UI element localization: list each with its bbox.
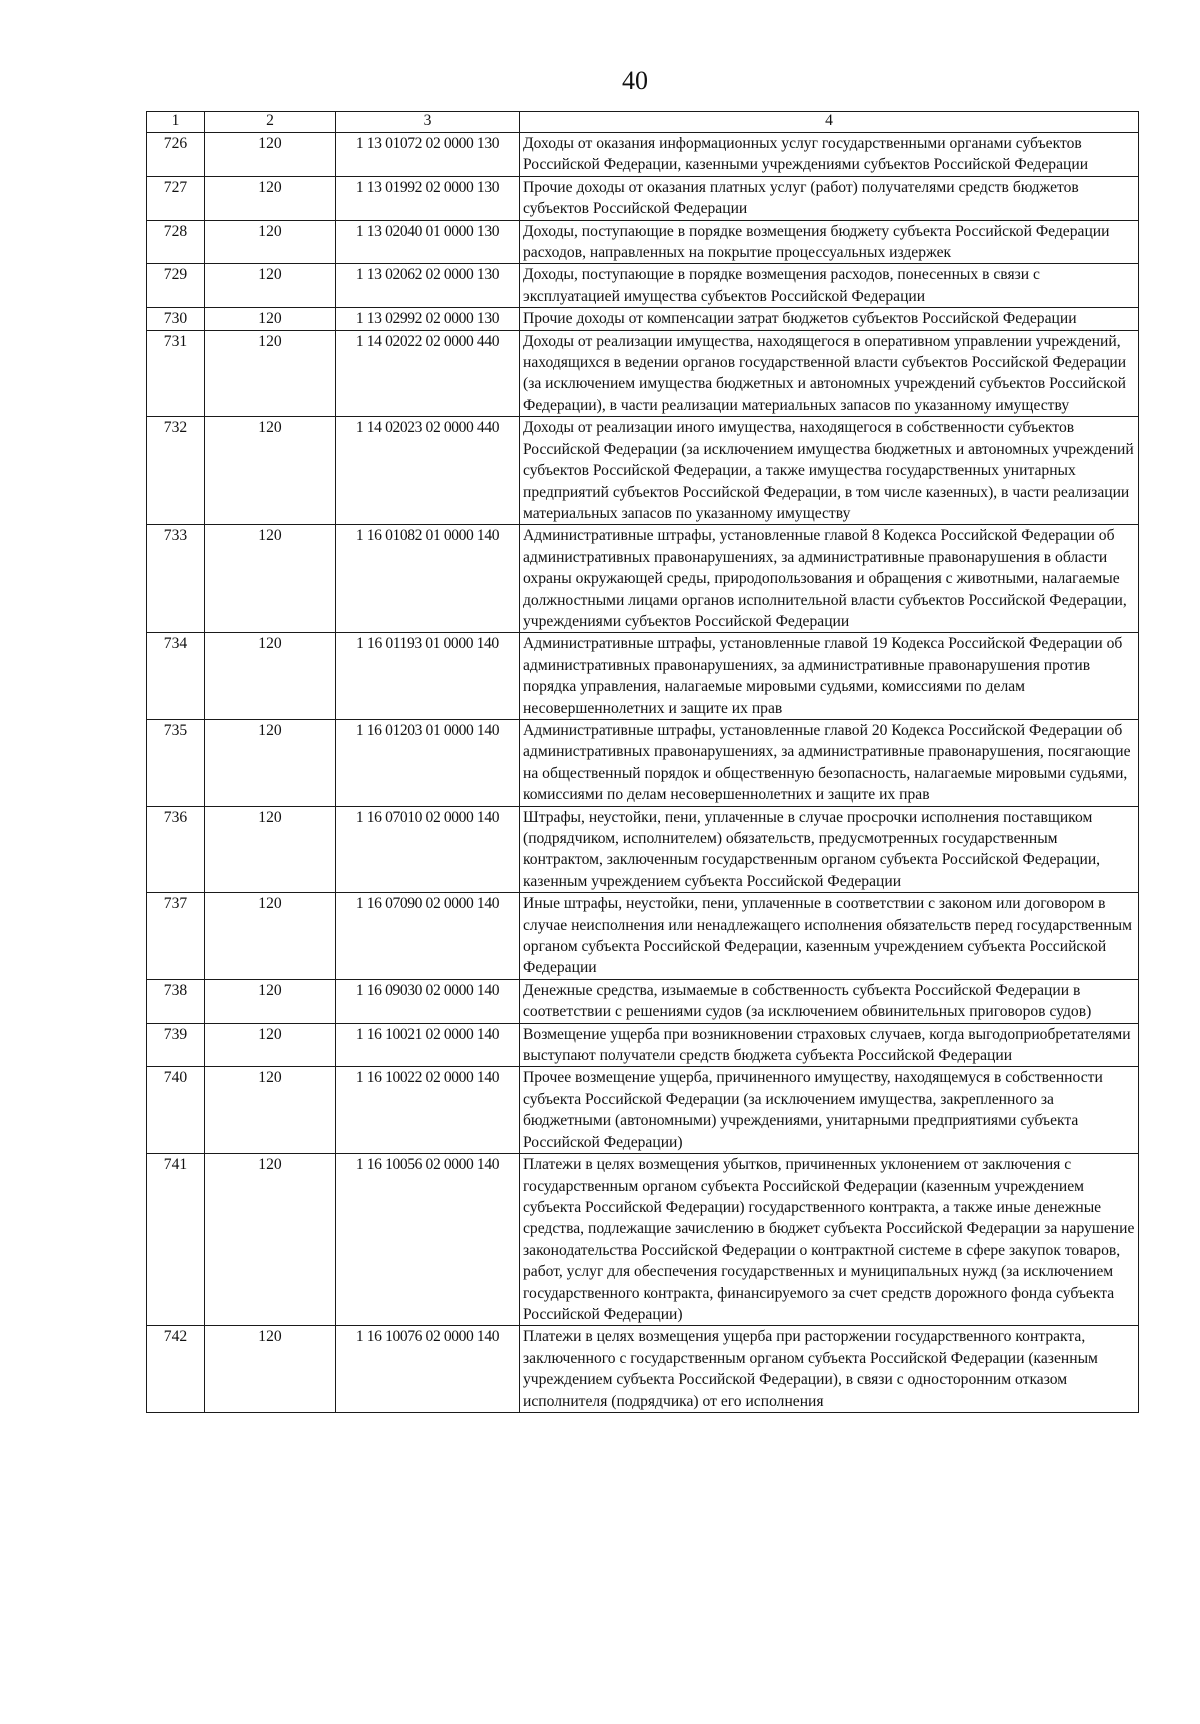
description-cell: Иные штрафы, неустойки, пени, уплаченные в соответствии с законом или договором в случае неисполнения или ненадлежащего исполнения обязательств перед государственным органом субъекта Российской Федерации, казенным учреждением субъекта Российской Федерации [520,893,1139,980]
row-number-cell: 737 [147,893,205,980]
table-row [147,1067,1139,1154]
description-cell: Административные штрафы, установленные главой 20 Кодекса Российской Федерации об административных правонарушениях, за административные правонарушения, посягающие на общественный порядок и общественную безопасность, налагаемые мировыми судьями, комиссиями по делам несовершеннолетних и защите их прав [520,719,1139,806]
table-row [147,806,1139,893]
row-number-cell: 732 [147,417,205,525]
classification-code-cell: 1 13 02062 02 0000 130 [336,264,520,308]
table-row [147,633,1139,720]
table-row [147,1023,1139,1067]
description-cell: Прочие доходы от оказания платных услуг (работ) получателями средств бюджетов субъектов Российской Федерации [520,176,1139,220]
group-code-cell: 120 [205,893,336,980]
row-number-cell: 739 [147,1023,205,1067]
group-code-cell: 120 [205,220,336,264]
row-number-cell: 730 [147,308,205,330]
table-row [147,220,1139,264]
description-cell: Денежные средства, изымаемые в собственность субъекта Российской Федерации в соответствии с решениями судов (за исключением обвинительных приговоров судов) [520,979,1139,1023]
table-row [147,417,1139,525]
classification-code-cell: 1 14 02023 02 0000 440 [336,417,520,525]
group-code-cell: 120 [205,176,336,220]
column-header-1: 1 [147,112,205,133]
row-number-cell: 731 [147,330,205,417]
classification-code-cell: 1 16 10021 02 0000 140 [336,1023,520,1067]
page-number: 40 [622,66,648,95]
description-cell: Доходы от реализации иного имущества, находящегося в собственности субъектов Российской Федерации (за исключением имущества бюджетных и автономных учреждений субъектов Российской Федерации, а также имущества государственных унитарных предприятий субъектов Российской Федерации, в том числе казенных), в части реализации материальных запасов по указанному имуществу [520,417,1139,525]
row-number-cell: 726 [147,133,205,177]
classification-code-cell: 1 16 10076 02 0000 140 [336,1326,520,1413]
group-code-cell: 120 [205,133,336,177]
description-cell: Доходы от реализации имущества, находящегося в оперативном управлении учреждений, находящихся в ведении органов государственной власти субъектов Российской Федерации (за исключением имущества бюджетных и автономных учреждений субъектов Российской Федерации), в части реализации материальных запасов по указанному имуществу [520,330,1139,417]
group-code-cell: 120 [205,417,336,525]
column-header-3: 3 [336,112,520,133]
table-row [147,133,1139,177]
row-number-cell: 738 [147,979,205,1023]
description-cell: Прочие доходы от компенсации затрат бюджетов субъектов Российской Федерации [520,308,1139,330]
classification-code-cell: 1 13 02040 01 0000 130 [336,220,520,264]
group-code-cell: 120 [205,1023,336,1067]
column-header-2: 2 [205,112,336,133]
group-code-cell: 120 [205,264,336,308]
column-header-4: 4 [520,112,1139,133]
description-cell: Платежи в целях возмещения ущерба при расторжении государственного контракта, заключенного с государственным органом субъекта Российской Федерации (казенным учреждением субъекта Российской Федерации), в связи с односторонним отказом исполнителя (подрядчика) от его исполнения [520,1326,1139,1413]
classification-code-cell: 1 16 01203 01 0000 140 [336,719,520,806]
row-number-cell: 729 [147,264,205,308]
group-code-cell: 120 [205,525,336,633]
classification-code-cell: 1 16 07010 02 0000 140 [336,806,520,893]
classification-code-cell: 1 16 10056 02 0000 140 [336,1154,520,1326]
group-code-cell: 120 [205,719,336,806]
classification-code-cell: 1 13 02992 02 0000 130 [336,308,520,330]
classification-code-cell: 1 16 01193 01 0000 140 [336,633,520,720]
description-cell: Доходы, поступающие в порядке возмещения расходов, понесенных в связи с эксплуатацией имущества субъектов Российской Федерации [520,264,1139,308]
classification-code-cell: 1 13 01992 02 0000 130 [336,176,520,220]
description-cell: Возмещение ущерба при возникновении страховых случаев, когда выгодоприобретателями выступают получатели средств бюджета субъекта Российской Федерации [520,1023,1139,1067]
classification-code-cell: 1 13 01072 02 0000 130 [336,133,520,177]
description-cell: Прочее возмещение ущерба, причиненного имуществу, находящемуся в собственности субъекта Российской Федерации (за исключением имущества, закрепленного за бюджетными (автономными) учреждениями, унитарными предприятиями субъекта Российской Федерации) [520,1067,1139,1154]
row-number-cell: 733 [147,525,205,633]
table-row [147,525,1139,633]
classification-code-cell: 1 16 09030 02 0000 140 [336,979,520,1023]
table-row [147,330,1139,417]
row-number-cell: 734 [147,633,205,720]
description-cell: Доходы от оказания информационных услуг государственными органами субъектов Российской Федерации, казенными учреждениями субъектов Российской Федерации [520,133,1139,177]
table-row [147,308,1139,330]
row-number-cell: 740 [147,1067,205,1154]
table-header-row [147,112,1139,133]
classification-code-cell: 1 16 07090 02 0000 140 [336,893,520,980]
table-row [147,176,1139,220]
group-code-cell: 120 [205,806,336,893]
table-row [147,1326,1139,1413]
group-code-cell: 120 [205,1326,336,1413]
group-code-cell: 120 [205,1154,336,1326]
description-cell: Штрафы, неустойки, пени, уплаченные в случае просрочки исполнения поставщиком (подрядчиком, исполнителем) обязательств, предусмотренных государственным контрактом, заключенным государственным органом субъекта Российской Федерации, казенным учреждением субъекта Российской Федерации [520,806,1139,893]
table-row [147,893,1139,980]
table-row [147,719,1139,806]
classification-code-cell: 1 16 01082 01 0000 140 [336,525,520,633]
description-cell: Платежи в целях возмещения убытков, причиненных уклонением от заключения с государственным органом субъекта Российской Федерации (казенным учреждением субъекта Российской Федерации) государственного контракта, а также иные денежные средства, подлежащие зачислению в бюджет субъекта Российской Федерации за нарушение законодательства Российской Федерации о контрактной системе в сфере закупок товаров, работ, услуг для обеспечения государственных и муниципальных нужд (за исключением государственного контракта, финансируемого за счет средств дорожного фонда субъекта Российской Федерации) [520,1154,1139,1326]
group-code-cell: 120 [205,1067,336,1154]
row-number-cell: 736 [147,806,205,893]
row-number-cell: 727 [147,176,205,220]
classification-code-cell: 1 14 02022 02 0000 440 [336,330,520,417]
table-row [147,979,1139,1023]
table-row [147,264,1139,308]
group-code-cell: 120 [205,979,336,1023]
description-cell: Административные штрафы, установленные главой 19 Кодекса Российской Федерации об административных правонарушениях, за административные правонарушения против порядка управления, налагаемые мировыми судьями, комиссиями по делам несовершеннолетних и защите их прав [520,633,1139,720]
row-number-cell: 741 [147,1154,205,1326]
group-code-cell: 120 [205,633,336,720]
row-number-cell: 728 [147,220,205,264]
group-code-cell: 120 [205,330,336,417]
row-number-cell: 735 [147,719,205,806]
classification-code-cell: 1 16 10022 02 0000 140 [336,1067,520,1154]
group-code-cell: 120 [205,308,336,330]
table-row [147,1154,1139,1326]
revenue-codes-table [146,111,1139,1413]
row-number-cell: 742 [147,1326,205,1413]
description-cell: Административные штрафы, установленные главой 8 Кодекса Российской Федерации об административных правонарушениях, за административные правонарушения в области охраны окружающей среды, природопользования и обращения с животными, налагаемые должностными лицами органов исполнительной власти субъектов Российской Федерации, учреждениями субъектов Российской Федерации [520,525,1139,633]
description-cell: Доходы, поступающие в порядке возмещения бюджету субъекта Российской Федерации расходов, направленных на покрытие процессуальных издержек [520,220,1139,264]
